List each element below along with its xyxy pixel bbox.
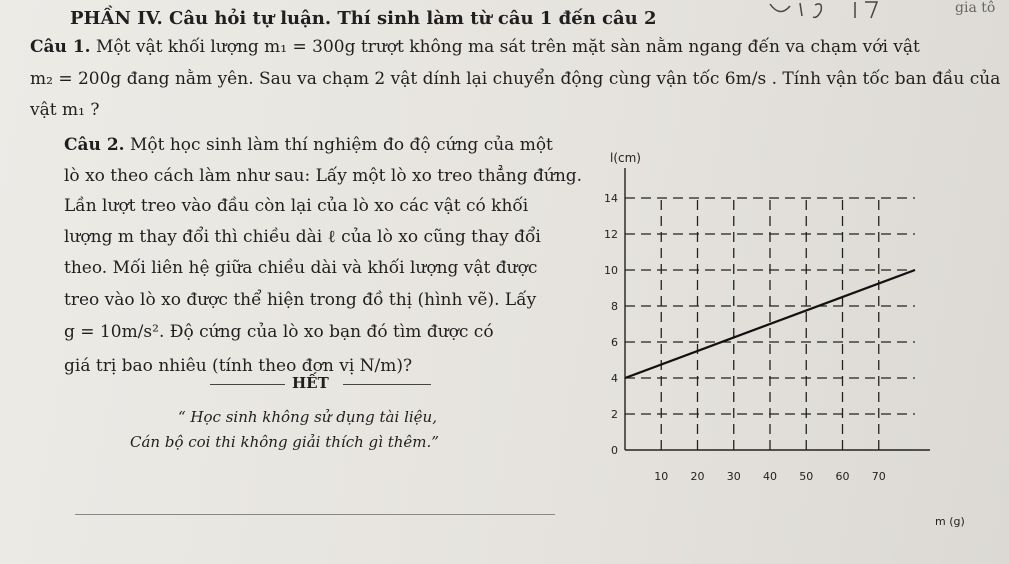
handwritten-scribble — [760, 0, 900, 22]
y-axis-label: l(cm) — [610, 151, 641, 165]
x-axis-label: m (g) — [935, 515, 965, 528]
x-tick-label: 40 — [763, 470, 777, 483]
question-1-label: Câu 1. — [30, 37, 91, 57]
question-2-line-6: treo vào lò xo được thể hiện trong đồ thị (hình vẽ). Lấy — [64, 290, 537, 310]
question-2-line-7: g = 10m/s². Độ cứng của lò xo bạn đó tìm được có — [64, 322, 494, 342]
question-1-text-1: Một vật khối lượng m₁ = 300g trượt không ma sát trên mặt sàn nằm ngang đến va chạm với vật — [95, 37, 920, 57]
question-2-text-1: Một học sinh làm thí nghiệm đo độ cứng của một — [129, 135, 553, 155]
spring-length-chart — [590, 140, 1009, 564]
question-2-label: Câu 2. — [64, 135, 125, 155]
question-1-line-3: vật m₁ ? — [30, 100, 100, 120]
question-2-line-2: lò xo theo cách làm như sau: Lấy một lò xo treo thẳng đứng. — [64, 166, 583, 186]
question-1-line-1 — [30, 37, 920, 57]
y-tick-label: 0 — [611, 444, 618, 457]
section-heading: PHẦN IV. Câu hỏi tự luận. Thí sinh làm từ câu 1 đến câu 2 — [70, 8, 657, 29]
end-rule-right — [343, 384, 431, 385]
question-2-line-4: lượng m thay đổi thì chiều dài ℓ của lò xo cũng thay đổi — [64, 227, 541, 247]
y-tick-label: 4 — [611, 372, 618, 385]
y-tick-label: 8 — [611, 300, 618, 313]
end-rule-left — [210, 384, 285, 385]
y-tick-label: 12 — [604, 228, 618, 241]
question-2-line-3: Lần lượt treo vào đầu còn lại của lò xo các vật có khối — [64, 196, 529, 216]
end-label: HẾT — [292, 374, 329, 392]
footer-line-1: “ Học sinh không sử dụng tài liệu, — [178, 408, 437, 426]
y-tick-label: 2 — [611, 408, 618, 421]
footer-line-2: Cán bộ coi thi không giải thích gì thêm.” — [130, 433, 439, 451]
question-2-line-1 — [64, 135, 553, 155]
top-margin-note: gia tô — [955, 0, 996, 16]
question-2-line-8: giá trị bao nhiêu (tính theo đơn vị N/m)? — [64, 356, 413, 376]
question-2-line-5: theo. Mối liên hệ giữa chiều dài và khối lượng vật được — [64, 258, 538, 278]
y-tick-label: 10 — [604, 264, 618, 277]
x-tick-label: 10 — [654, 470, 669, 483]
x-tick-label: 30 — [726, 470, 741, 483]
x-tick-label: 50 — [799, 470, 814, 483]
x-tick-label: 70 — [871, 470, 886, 483]
question-1-line-2: m₂ = 200g đang nằm yên. Sau va chạm 2 vật dính lại chuyển động cùng vận tốc 6m/s . Tính vận tốc ban đầu của — [30, 69, 1001, 89]
bottom-rule — [75, 514, 555, 515]
y-tick-label: 6 — [611, 336, 618, 349]
x-tick-label: 20 — [690, 470, 705, 483]
x-tick-label: 60 — [835, 470, 850, 483]
y-tick-label: 14 — [604, 192, 618, 205]
